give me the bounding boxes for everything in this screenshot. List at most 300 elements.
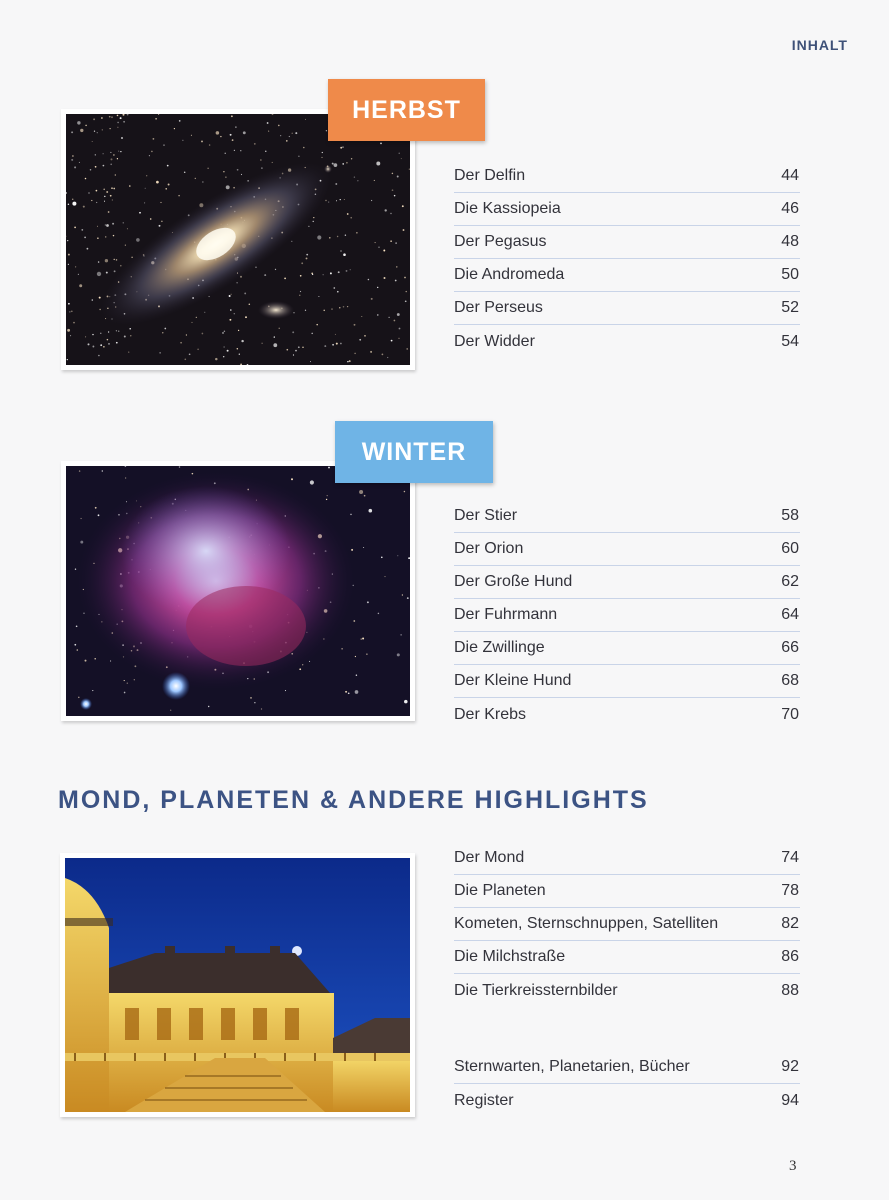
star-dot (110, 128, 111, 129)
andromeda-galaxy-image (66, 114, 410, 365)
star-dot (343, 306, 345, 308)
star-dot (68, 204, 69, 205)
herbst-toc (454, 160, 800, 358)
star-dot (128, 351, 129, 352)
star-dot (113, 188, 115, 190)
star-dot (225, 153, 226, 154)
star-dot (136, 238, 140, 242)
toc-entry[interactable] (454, 566, 800, 599)
star-dot (113, 235, 114, 236)
star-dot (241, 340, 243, 342)
star-dot (96, 190, 98, 192)
star-dot (112, 223, 114, 225)
star-dot (129, 185, 131, 187)
winter-toc (454, 500, 800, 731)
star-dot (355, 656, 356, 657)
star-dot (85, 125, 87, 127)
star-dot (267, 122, 269, 124)
star-dot (334, 163, 338, 167)
star-dot (95, 154, 96, 155)
star-dot (76, 625, 78, 627)
star-dot (235, 126, 236, 127)
star-dot (407, 597, 409, 599)
star-dot (380, 143, 382, 145)
star-dot (264, 274, 266, 276)
star-dot (149, 155, 150, 156)
star-dot (98, 261, 100, 263)
star-dot (144, 202, 145, 203)
toc-entry-title: Die Kassiopeia (454, 200, 561, 217)
star-dot (225, 176, 226, 177)
star-dot (110, 164, 112, 166)
star-dot (85, 178, 87, 180)
star-dot (120, 151, 121, 152)
star-dot (260, 159, 261, 160)
star-dot (279, 328, 280, 329)
star-dot (392, 173, 394, 175)
toc-entry[interactable] (454, 533, 800, 566)
star-dot (361, 316, 362, 317)
star-dot (310, 361, 311, 362)
star-dot (305, 119, 306, 120)
toc-entry-page: 50 (781, 266, 799, 283)
star-dot (153, 138, 155, 140)
star-dot (124, 680, 125, 681)
star-dot (291, 241, 292, 242)
star-dot (67, 359, 68, 360)
star-dot (354, 353, 356, 355)
star-dot (116, 259, 118, 261)
toc-entry-page: 92 (781, 1058, 799, 1075)
star-dot (291, 478, 293, 480)
star-dot (227, 350, 229, 352)
star-dot (67, 329, 70, 332)
toc-entry-title: Die Milchstraße (454, 948, 566, 965)
toc-entry-title: Der Fuhrmann (454, 606, 558, 623)
toc-entry[interactable] (454, 500, 800, 533)
star-dot (354, 324, 356, 326)
toc-entry[interactable] (454, 941, 800, 974)
star-dot (99, 297, 101, 299)
toc-entry-title: Die Andromeda (454, 266, 565, 283)
star-dot (215, 358, 217, 360)
star-dot (179, 120, 181, 122)
star-dot (245, 316, 247, 318)
toc-entry[interactable] (454, 259, 800, 292)
star-dot (406, 348, 408, 350)
star-dot (363, 547, 364, 548)
star-dot (224, 346, 225, 347)
star-dot (107, 339, 109, 341)
star-dot (68, 303, 70, 305)
orion-nebula-image (66, 466, 410, 716)
star-dot (308, 226, 309, 227)
star-dot (402, 205, 404, 207)
star-dot (77, 649, 79, 651)
star-dot (378, 613, 380, 615)
star-dot (93, 118, 95, 120)
star-dot (387, 357, 388, 358)
star-dot (313, 221, 314, 222)
star-dot (116, 330, 117, 331)
star-dot (78, 274, 79, 275)
star-dot (306, 254, 308, 256)
star-dot (71, 159, 73, 161)
toc-entry-page: 60 (781, 540, 799, 557)
star-dot (323, 274, 324, 275)
star-dot (123, 121, 125, 123)
star-dot (406, 291, 407, 292)
toc-entry-page: 58 (781, 507, 799, 524)
toc-entry-page: 78 (781, 882, 799, 899)
toc-entry[interactable] (454, 226, 800, 259)
star-dot (390, 213, 391, 214)
star-dot (311, 273, 313, 275)
star-dot (111, 158, 113, 160)
star-dot (254, 143, 256, 145)
star-dot (402, 594, 403, 595)
star-dot (345, 234, 346, 235)
star-dot (170, 710, 171, 711)
star-dot (237, 348, 238, 349)
star-dot (241, 174, 242, 175)
star-dot (106, 224, 109, 227)
star-dot (223, 171, 224, 172)
star-dot (400, 634, 401, 635)
star-dot (120, 117, 122, 119)
star-dot (85, 336, 86, 337)
star-dot (75, 266, 76, 267)
star-dot (323, 310, 324, 311)
star-dot (329, 237, 331, 239)
star-dot (191, 135, 192, 136)
star-dot (80, 129, 83, 132)
star-dot (98, 355, 100, 357)
star-dot (377, 314, 378, 315)
star-dot (376, 162, 380, 166)
star-dot (80, 518, 81, 519)
star-dot (68, 254, 70, 256)
star-dot (106, 191, 108, 193)
star-dot (362, 638, 364, 640)
star-dot (164, 328, 166, 330)
andromeda-galaxy-photo (61, 109, 415, 370)
star-dot (229, 295, 231, 297)
star-dot (100, 333, 101, 334)
star-dot (165, 188, 166, 189)
star-dot (156, 181, 159, 184)
star-dot (92, 141, 93, 142)
star-dot (378, 247, 379, 248)
star-dot (254, 702, 255, 703)
star-dot (330, 272, 332, 274)
star-dot (180, 342, 182, 344)
star-dot (351, 549, 353, 551)
appendix-toc (454, 1051, 800, 1117)
toc-entry[interactable] (454, 1051, 800, 1084)
toc-entry-title: Der Kleine Hund (454, 672, 572, 689)
star-dot (79, 162, 80, 163)
star-dot (313, 217, 314, 218)
star-dot (332, 344, 334, 346)
star-dot (328, 202, 329, 203)
toc-entry-title: Die Zwillinge (454, 639, 545, 656)
toc-entry[interactable] (454, 698, 800, 731)
toc-entry[interactable] (454, 599, 800, 632)
star-dot (111, 116, 113, 118)
star-dot (168, 184, 170, 186)
star-dot (117, 158, 118, 159)
toc-entry-title: Die Tierkreissternbilder (454, 981, 618, 999)
star-dot (285, 690, 286, 691)
toc-entry-title: Der Krebs (454, 705, 527, 723)
star-dot (189, 353, 191, 355)
star-dot (94, 658, 96, 660)
star-dot (377, 287, 378, 288)
toc-entry-page: 86 (781, 948, 799, 965)
star-dot (75, 569, 76, 570)
star-dot (223, 356, 224, 357)
star-dot (87, 248, 89, 250)
star-dot (191, 322, 192, 323)
star-dot (403, 229, 405, 231)
star-dot (115, 174, 116, 175)
star-dot (163, 144, 165, 146)
star-dot (234, 313, 235, 314)
star-dot (395, 242, 396, 243)
toc-entry-page: 44 (781, 167, 799, 184)
star-dot (347, 306, 348, 307)
star-dot (355, 690, 359, 694)
star-dot (184, 358, 186, 360)
star-dot (95, 166, 97, 168)
star-dot (399, 328, 401, 330)
star-dot (222, 332, 223, 333)
star-dot (327, 495, 328, 496)
star-dot (111, 187, 113, 189)
star-dot (331, 308, 332, 309)
star-dot (118, 151, 119, 152)
star-dot (81, 229, 83, 231)
star-dot (160, 202, 161, 203)
toc-entry[interactable] (454, 974, 800, 1007)
star-dot (295, 132, 297, 134)
star-dot (238, 330, 239, 331)
star-dot (97, 237, 99, 239)
star-dot (405, 300, 407, 302)
star-dot (375, 242, 376, 243)
toc-entry-title: Der Mond (454, 849, 525, 866)
toc-entry-page: 82 (781, 915, 799, 932)
toc-entry-title: Der Perseus (454, 299, 543, 316)
star-dot (311, 333, 313, 335)
toc-entry[interactable] (454, 632, 800, 665)
star-dot (299, 295, 300, 296)
star-dot (72, 202, 76, 206)
toc-entry-page: 46 (781, 200, 799, 217)
star-dot (348, 692, 350, 694)
toc-entry[interactable] (454, 875, 800, 908)
star-dot (305, 310, 306, 311)
toc-entry-page: 94 (781, 1091, 799, 1109)
star-dot (174, 128, 175, 129)
star-dot (399, 153, 400, 154)
toc-entry[interactable] (454, 665, 800, 698)
toc-entry-title: Der Große Hund (454, 573, 573, 590)
star-dot (337, 291, 339, 293)
star-dot (127, 228, 128, 229)
star-dot (274, 336, 275, 337)
star-dot (184, 171, 186, 173)
star-dot (123, 222, 124, 223)
orion-nebula-photo (61, 461, 415, 721)
star-dot (124, 336, 126, 338)
star-dot (326, 499, 327, 500)
star-dot (105, 259, 108, 262)
toc-entry[interactable] (454, 160, 800, 193)
star-dot (343, 253, 346, 256)
star-dot (74, 644, 76, 646)
star-dot (280, 135, 281, 136)
star-dot (97, 132, 98, 133)
star-dot (275, 269, 276, 270)
star-dot (71, 131, 73, 133)
star-dot (108, 211, 110, 213)
star-dot (361, 638, 362, 639)
star-dot (224, 331, 226, 333)
star-dot (197, 349, 199, 351)
star-dot (284, 278, 286, 280)
star-dot (78, 697, 79, 698)
star-dot (395, 280, 397, 282)
star-dot (117, 127, 118, 128)
star-dot (374, 180, 375, 181)
star-dot (335, 183, 337, 185)
star-dot (155, 118, 157, 120)
star-dot (364, 495, 366, 497)
star-dot (114, 259, 115, 260)
star-dot (209, 144, 211, 146)
star-dot (351, 158, 352, 159)
star-dot (106, 272, 108, 274)
star-dot (336, 200, 337, 201)
star-dot (346, 270, 348, 272)
star-dot (85, 660, 87, 662)
star-dot (381, 557, 383, 559)
star-dot (349, 360, 351, 362)
star-dot (103, 153, 104, 154)
star-dot (202, 182, 203, 183)
star-dot (293, 312, 294, 313)
star-dot (146, 175, 147, 176)
star-dot (367, 601, 369, 603)
star-dot (239, 354, 240, 355)
star-dot (289, 136, 290, 137)
star-dot (354, 176, 355, 177)
star-dot (370, 351, 372, 353)
star-dot (390, 240, 392, 242)
star-dot (345, 691, 347, 693)
star-dot (110, 152, 111, 153)
star-dot (113, 154, 114, 155)
toc-entry[interactable] (454, 193, 800, 226)
star-dot (80, 541, 83, 544)
star-dot (120, 265, 122, 267)
star-dot (397, 653, 400, 656)
star-dot (408, 557, 410, 559)
star-dot (69, 311, 70, 312)
star-dot (350, 514, 352, 516)
star-dot (328, 467, 330, 469)
toc-entry[interactable] (454, 325, 800, 358)
star-dot (231, 115, 233, 117)
star-dot (103, 346, 105, 348)
highlights-heading: MOND, PLANETEN & ANDERE HIGHLIGHTS (58, 786, 649, 814)
star-dot (167, 165, 169, 167)
toc-entry-page: 48 (781, 233, 799, 250)
star-dot (394, 195, 396, 197)
star-dot (244, 292, 246, 294)
star-dot (162, 332, 163, 333)
star-dot (232, 139, 234, 141)
star-dot (404, 277, 406, 279)
toc-entry[interactable] (454, 1084, 800, 1117)
toc-entry-page: 88 (781, 981, 799, 999)
toc-entry-page: 62 (781, 573, 799, 590)
toc-entry-title: Der Pegasus (454, 233, 547, 250)
star-dot (204, 312, 205, 313)
star-dot (202, 333, 204, 335)
star-dot (216, 131, 220, 135)
star-dot (90, 169, 92, 171)
star-dot (68, 264, 69, 265)
star-dot (368, 279, 370, 281)
star-dot (303, 147, 305, 149)
star-dot (342, 163, 344, 165)
star-dot (364, 335, 365, 336)
toc-entry-page: 54 (781, 332, 799, 350)
star-dot (237, 169, 239, 171)
star-dot (121, 137, 123, 139)
star-dot (127, 682, 128, 683)
toc-entry[interactable] (454, 292, 800, 325)
star-dot (340, 250, 341, 251)
star-dot (159, 352, 160, 353)
toc-entry[interactable] (454, 842, 800, 875)
star-dot (350, 269, 351, 270)
star-dot (249, 303, 251, 305)
star-dot (359, 490, 363, 494)
star-dot (300, 275, 302, 277)
toc-entry[interactable] (454, 908, 800, 941)
star-dot (74, 227, 76, 229)
star-dot (105, 236, 107, 238)
star-dot (286, 349, 288, 351)
star-dot (347, 361, 348, 362)
star-dot (350, 217, 352, 219)
star-dot (341, 648, 343, 650)
star-dot (150, 218, 152, 220)
star-dot (273, 343, 277, 347)
star-dot (336, 343, 338, 345)
star-dot (70, 335, 71, 336)
star-dot (117, 122, 118, 123)
star-dot (292, 133, 293, 134)
star-dot (339, 307, 340, 308)
star-dot (397, 555, 398, 556)
star-dot (278, 125, 280, 127)
star-dot (103, 189, 105, 191)
